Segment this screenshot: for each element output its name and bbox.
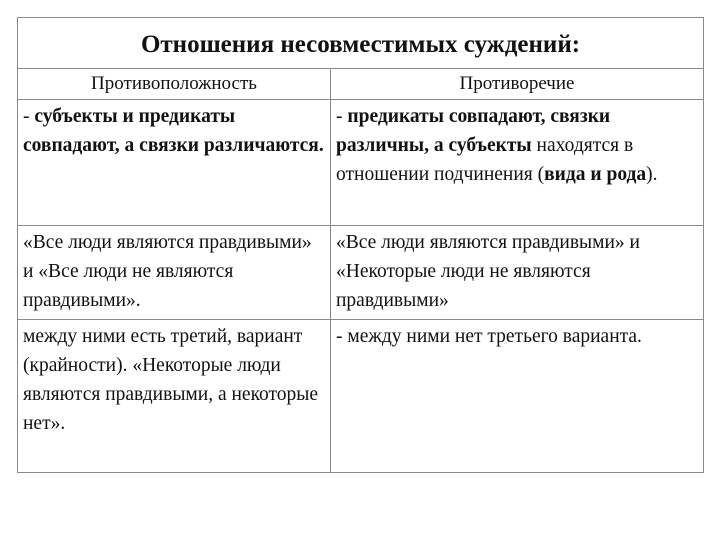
cell-third-contrariety [18,320,331,473]
text-segment: - [23,106,35,127]
header-row [18,69,704,100]
text-segment: - между ними нет третьего варианта. [336,326,642,347]
text-segment: находятся в отношении подчинения ( [336,135,634,185]
cell-example-contradiction [331,226,704,320]
text-segment: ). [646,164,658,185]
table-row [18,100,704,226]
cell-third-contradiction [331,320,704,473]
header-contradiction: Противоречие [331,69,704,100]
table-row [18,320,704,473]
cell-definition-contrariety [18,100,331,226]
cell-example-contrariety [18,226,331,320]
bold-text: предикаты совпадают, связки различны, а субъекты [336,106,611,156]
bold-text: вида и рода [544,164,647,185]
text-segment: «Все люди являются правдивыми» и «Некоторые люди не являются правдивыми» [336,232,640,311]
text-segment: «Все люди являются правдивыми» и «Все люди не являются правдивыми». [23,232,312,311]
table-title: Отношения несовместимых суждений: [18,18,704,69]
text-segment: - [336,106,348,127]
bold-text: субъекты и предикаты совпадают, а связки различаются. [23,106,324,156]
comparison-table [17,17,704,473]
title-row [18,18,704,69]
table-row [18,226,704,320]
text-segment: между ними есть третий, вариант (крайности). «Некоторые люди являются правдивыми, а некоторые нет». [23,326,319,434]
header-contrariety: Противоположность [18,69,331,100]
cell-definition-contradiction [331,100,704,226]
